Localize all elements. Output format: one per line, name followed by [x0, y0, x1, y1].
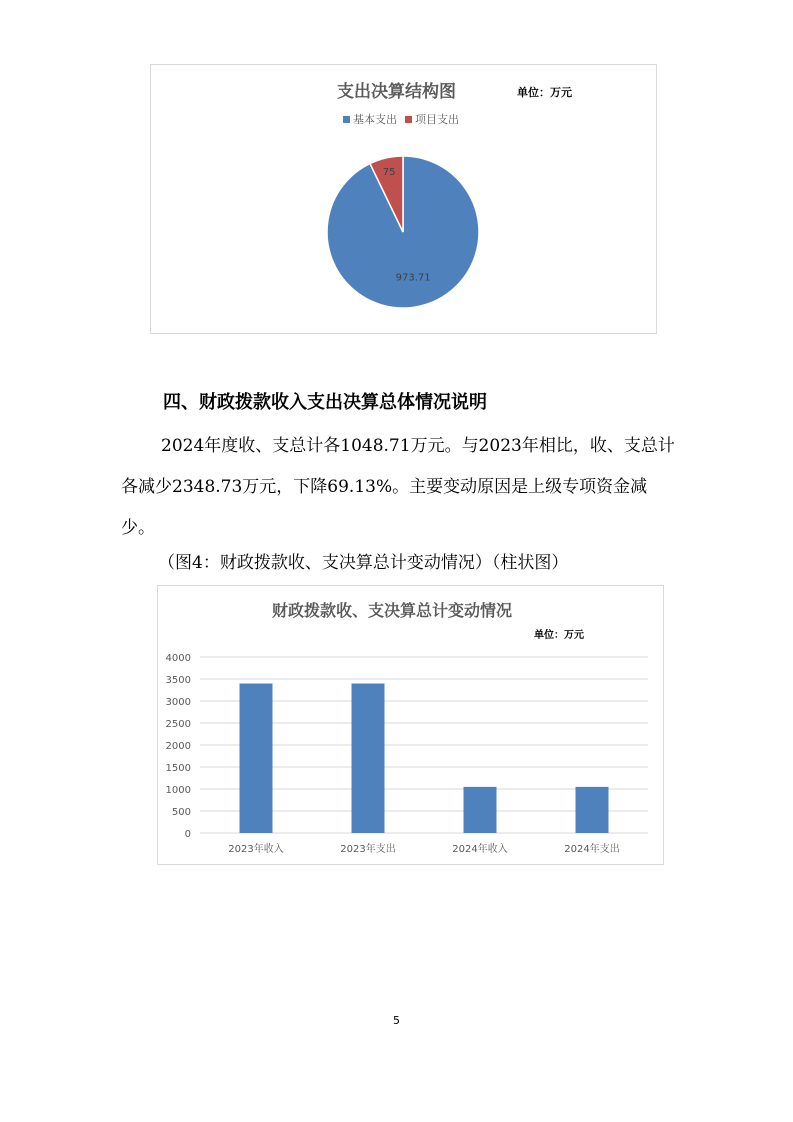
y-tick-label: 1500 [165, 763, 191, 774]
figure-caption: （图4：财政拨款收、支决算总计变动情况）（柱状图） [158, 553, 569, 573]
bar [576, 787, 609, 833]
legend-label: 项目支出 [415, 113, 459, 126]
bar-chart-svg [158, 586, 663, 864]
x-tick-label: 2023年收入 [228, 844, 284, 855]
section-heading: 四、财政拨款收入支出决算总体情况说明 [163, 392, 487, 413]
bar-chart-unit: 单位：万元 [534, 630, 584, 641]
x-tick-label: 2023年支出 [340, 844, 396, 855]
y-tick-label: 500 [171, 807, 191, 818]
pie-data-label: 75 [382, 167, 396, 179]
y-tick-label: 4000 [165, 653, 191, 664]
pie-chart-unit: 单位：万元 [517, 86, 572, 99]
section-paragraph [121, 426, 681, 549]
legend-label: 基本支出 [353, 113, 397, 126]
bar [352, 684, 385, 833]
y-tick-label: 3500 [165, 675, 191, 686]
pie-data-label: 973.71 [395, 272, 431, 284]
y-tick-label: 0 [184, 829, 191, 840]
pie-chart-svg [151, 65, 656, 333]
bar-chart-title: 财政拨款收、支决算总计变动情况 [272, 601, 513, 620]
x-tick-label: 2024年收入 [452, 844, 508, 855]
y-tick-label: 2000 [165, 741, 191, 752]
bar [240, 684, 273, 833]
page-number: 5 [393, 1014, 400, 1027]
pie-chart-title: 支出决算结构图 [337, 82, 456, 102]
y-tick-label: 2500 [165, 719, 191, 730]
paragraph-text: 2024年度收、支总计各1048.71万元。与2023年相比，收、支总计各减少2348.73万元，下降69.13%。主要变动原因是上级专项资金减少。 [121, 436, 675, 538]
pie-chart-panel [150, 64, 657, 334]
bar [464, 787, 497, 833]
x-tick-label: 2024年支出 [564, 844, 620, 855]
y-tick-label: 3000 [165, 697, 191, 708]
bar-chart-panel [157, 585, 664, 865]
y-tick-label: 1000 [165, 785, 191, 796]
